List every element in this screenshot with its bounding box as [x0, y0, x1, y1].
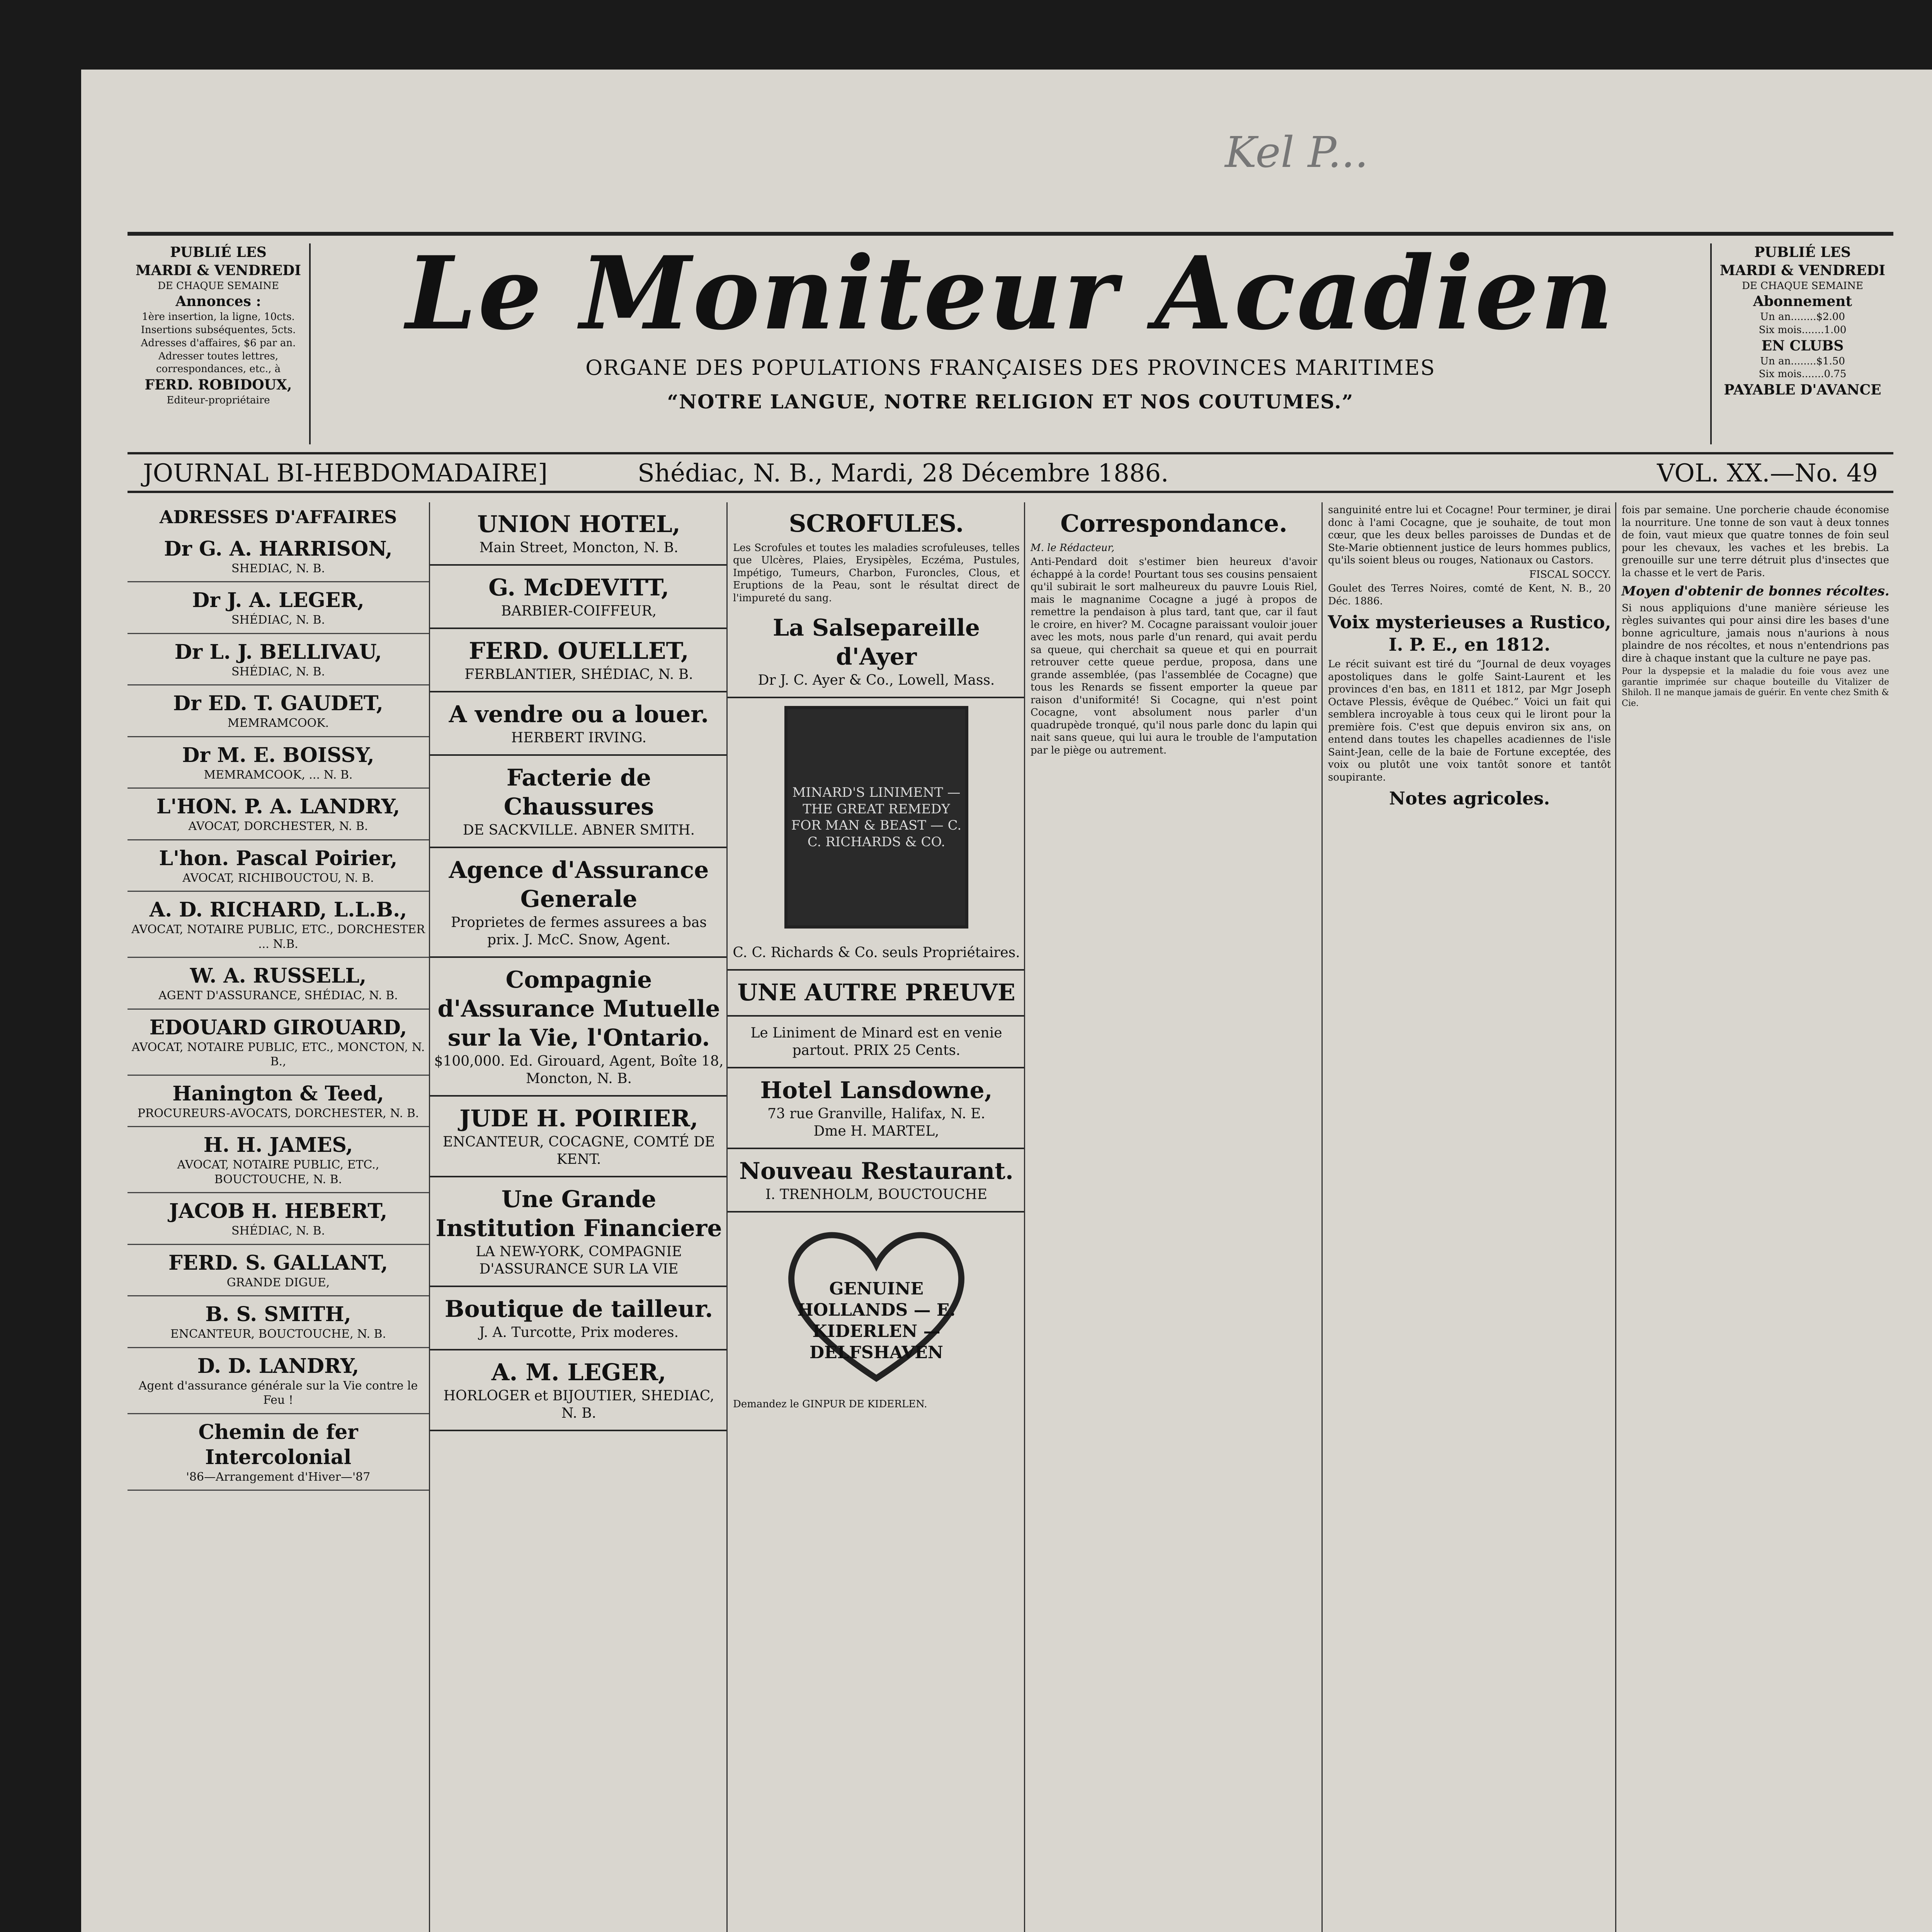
business-detail: MEMRAMCOOK, ... N. B.	[204, 768, 353, 782]
address-card	[128, 1245, 429, 1297]
advertisement	[430, 1287, 728, 1350]
box-line: Un an........$2.00	[1760, 311, 1845, 323]
liniment-emblem-image: MINARD'S LINIMENT — THE GREAT REMEDY FOR MAN & BEAST — C. C. RICHARDS & CO.	[784, 706, 968, 929]
box-line: PUBLIÉ LES	[1754, 244, 1851, 260]
autre-preuve-title: UNE AUTRE PREUVE	[737, 979, 1015, 1006]
autre-preuve-ad	[728, 971, 1025, 1017]
advertisement	[430, 756, 728, 848]
box-line: 1ère insertion, la ligne, 10cts.	[142, 311, 295, 323]
business-name: A. D. RICHARD, L.L.B.,	[149, 898, 407, 922]
correspondance-text: Anti-Pendard doit s'estimer bien heureux d'avoir échappé à la corde! Pourtant tous ses cousins pensaient qu'il subirait le sort malheureux du pauvre Louis Riel, mais le magnanime Cocagne a jugé à propos de remettre la pendaison à plus tard, tant que, car il faut le croire, en hiver? M. Cocagne paraissant vouloir jouer avec les mots, nous parle d'un renard, qui avait perdu sa queue, qui cherchait sa queue et qui en pourrait retrouver cette queue perdue, proposa, dans une grande assemblée, (pas l'assemblée de Cocagne) que tous les Renards se fissent emporter la queue par raison d'uniformité! Si Cocagne, qui n'est point Cocagne, vont absolument nous parler d'un quadrupède tronqué, qu'il nous parle donc du lapin qui nait sans queue, qui lui aura le trouble de l'amputation par le piège ou autrement.	[1031, 556, 1317, 756]
box-line: DE CHAQUE SEMAINE	[157, 280, 279, 292]
ad-title: Facterie de Chaussures	[503, 764, 654, 820]
business-detail: SHÉDIAC, N. B.	[231, 665, 325, 679]
advertisement-list	[430, 502, 728, 1431]
address-card	[128, 958, 429, 1010]
ad-detail: $100,000. Ed. Girouard, Agent, Boîte 18, Moncton, N. B.	[434, 1053, 724, 1087]
restaurant-owner: I. TRENHOLM, BOUCTOUCHE	[765, 1187, 988, 1202]
address-card	[128, 1414, 429, 1491]
column-remedies	[726, 502, 1025, 1932]
newspaper-page	[81, 70, 1932, 1932]
newspaper-subtitle: ORGANE DES POPULATIONS FRANÇAISES DES PROVINCES MARITIMES	[585, 355, 1435, 380]
box-line: Six mois.......0.75	[1759, 368, 1847, 380]
scrofules-heading: SCROFULES.	[789, 509, 964, 537]
ad-title: UNION HOTEL,	[477, 511, 680, 538]
address-card	[128, 1296, 429, 1348]
business-detail: SHEDIAC, N. B.	[231, 561, 325, 575]
address-card-list	[128, 531, 429, 1491]
box-line: DE CHAQUE SEMAINE	[1742, 280, 1864, 292]
notes-agricoles-heading: Notes agricoles.	[1389, 788, 1550, 809]
ad-title: Agence d'Assurance Generale	[449, 857, 709, 913]
column-business-addresses	[128, 502, 429, 1932]
hotel-title: Hotel Lansdowne,	[760, 1077, 993, 1104]
ayer-title: La Salsepareille d'Ayer	[772, 614, 980, 670]
business-detail: MEMRAMCOOK.	[227, 716, 329, 730]
box-line: PUBLIÉ LES	[170, 244, 267, 260]
business-name: Hanington & Teed,	[172, 1082, 384, 1105]
address-card	[128, 634, 429, 686]
kiderlen-text: Demandez le GINPUR DE KIDERLEN.	[733, 1398, 927, 1410]
hotel-owner: Dme H. MARTEL,	[813, 1123, 939, 1139]
dateline	[128, 456, 1893, 493]
business-name: Dr J. A. LEGER,	[192, 588, 364, 612]
salutation: M. le Rédacteur,	[1031, 542, 1115, 554]
address-card	[128, 1076, 429, 1128]
ayer-ad	[728, 606, 1025, 698]
address-card	[128, 1127, 429, 1193]
business-name: Chemin de fer Intercolonial	[198, 1420, 358, 1469]
advertisement	[430, 692, 728, 756]
advertisement	[430, 1177, 728, 1287]
subscription-box-right	[1710, 243, 1893, 444]
column-agricole	[1615, 502, 1895, 1932]
business-detail: Agent d'assurance générale sur la Vie contre le Feu !	[138, 1379, 418, 1407]
ad-detail: ENCANTEUR, COCAGNE, COMTÉ DE KENT.	[442, 1134, 715, 1167]
business-name: D. D. LANDRY,	[197, 1354, 359, 1378]
liniment-ad	[728, 1017, 1025, 1068]
voix-heading: Voix mysterieuses a Rustico, I. P. E., en 1812.	[1328, 612, 1611, 655]
correspondance-heading: Correspondance.	[1060, 509, 1287, 537]
business-detail: PROCUREURS-AVOCATS, DORCHESTER, N. B.	[137, 1106, 419, 1120]
vitalizer-notice: Pour la dyspepsie et la maladie du foie vous avez une garantie imprimée sur chaque bouteille du Vitalizer de Shiloh. Il ne manque jamais de guérir. En vente chez Smith & Cie.	[1622, 667, 1889, 708]
column-voix-mysterieuses	[1321, 502, 1616, 1932]
ad-title: Boutique de tailleur.	[444, 1296, 713, 1323]
newspaper-title: Le Moniteur Acadien	[406, 235, 1615, 352]
business-detail: SHÉDIAC, N. B.	[231, 1224, 325, 1238]
business-detail: AVOCAT, NOTAIRE PUBLIC, ETC., DORCHESTER ... N.B.	[131, 923, 425, 951]
ad-title: Compagnie d'Assurance Mutuelle sur la Vie, l'Ontario.	[437, 966, 720, 1051]
signature: FISCAL SOCCY.	[1529, 568, 1611, 580]
business-detail: AGENT D'ASSURANCE, SHÉDIAC, N. B.	[158, 989, 398, 1002]
ad-detail: Proprietes de fermes assurees a bas prix. J. McC. Snow, Agent.	[451, 915, 707, 948]
address-card	[128, 1348, 429, 1414]
issue-date: Shédiac, N. B., Mardi, 28 Décembre 1886.	[638, 459, 1169, 488]
ad-detail: HERBERT IRVING.	[511, 730, 647, 746]
business-name: H. H. JAMES,	[203, 1133, 353, 1157]
ad-title: A vendre ou a louer.	[449, 701, 709, 728]
ad-detail: J. A. Turcotte, Prix moderes.	[479, 1325, 679, 1340]
scrofules-text: Les Scrofules et toutes les maladies scrofuleuses, telles que Ulcères, Plaies, Erysipèles, Eczéma, Pustules, Impétigo, Tumeurs, Charbon, Furoncles, Clous, et Eruptions de la Peau, sont le résultat direct de l'impureté du sang.	[733, 542, 1020, 604]
kiderlen-heart-logo	[772, 1224, 981, 1386]
advertisement	[430, 502, 728, 566]
subscription-box-left	[128, 243, 311, 444]
business-name: L'HON. P. A. LANDRY,	[156, 795, 400, 818]
column-advertisements	[429, 502, 728, 1932]
richards-ad	[728, 936, 1025, 971]
column-correspondance	[1024, 502, 1323, 1932]
business-name: W. A. RUSSELL,	[190, 964, 367, 988]
business-name: FERD. S. GALLANT,	[168, 1251, 388, 1275]
advertisement	[430, 1097, 728, 1177]
column-heading: ADRESSES D'AFFAIRES	[159, 507, 397, 527]
address-card	[128, 1010, 429, 1076]
box-line: Six mois.......1.00	[1759, 324, 1847, 336]
address-card	[128, 531, 429, 583]
heart-label: GENUINE HOLLANDS — E. KIDERLEN — DELFSHAVEN	[797, 1279, 956, 1362]
recoltes-text: Si nous appliquions d'une manière sérieuse les règles suivantes qui pour ainsi dire les bases d'une bonne agriculture, jamais nous n'aurions à nous plaindre de nos récoltes, et nous n'entendrions pas dire à chaque instant que la culture ne paye pas.	[1622, 602, 1889, 664]
volume-number: VOL. XX.—No. 49	[1657, 459, 1878, 488]
box-line: FERD. ROBIDOUX,	[145, 377, 292, 393]
business-detail: AVOCAT, DORCHESTER, N. B.	[188, 820, 368, 833]
address-card	[128, 840, 429, 892]
box-line: MARDI & VENDREDI	[135, 262, 301, 279]
hotel-address: 73 rue Granville, Halifax, N. E.	[767, 1106, 985, 1122]
address-card	[128, 685, 429, 737]
box-line: Abonnement	[1753, 293, 1852, 310]
handwritten-note: Kel P...	[1225, 128, 1369, 177]
business-detail: SHÉDIAC, N. B.	[231, 613, 325, 627]
ayer-company: Dr J. C. Ayer & Co., Lowell, Mass.	[758, 672, 995, 688]
newspaper-motto: “NOTRE LANGUE, NOTRE RELIGION ET NOS COUTUMES.”	[667, 390, 1354, 413]
box-line: PAYABLE D'AVANCE	[1724, 382, 1881, 398]
ad-detail: DE SACKVILLE. ABNER SMITH.	[463, 822, 695, 838]
ad-detail: HORLOGER et BIJOUTIER, SHEDIAC, N. B.	[443, 1388, 714, 1421]
business-detail: AVOCAT, NOTAIRE PUBLIC, ETC., MONCTON, N. B.,	[131, 1040, 425, 1068]
address-card	[128, 1193, 429, 1245]
business-name: Dr ED. T. GAUDET,	[173, 692, 383, 715]
business-name: JACOB H. HEBERT,	[169, 1199, 388, 1223]
signature-place: Goulet des Terres Noires, comté de Kent, N. B., 20 Déc. 1886.	[1328, 583, 1611, 607]
box-line: MARDI & VENDREDI	[1719, 262, 1886, 279]
continuation-text: sanguinité entre lui et Cocagne! Pour terminer, je dirai donc à l'ami Cocagne, que je souhaite, de tout mon cœur, que les deux belles paroisses de Dundas et de Ste-Marie obtiennent justice de leurs hommes publics, qu'ils soient bleus ou rouges, Nationaux ou Castors.	[1328, 504, 1611, 566]
box-line: Adresses d'affaires, $6 par an.	[141, 337, 296, 349]
business-name: EDOUARD GIROUARD,	[149, 1015, 407, 1039]
journal-type: JOURNAL BI-HEBDOMADAIRE]	[143, 459, 548, 488]
business-name: Dr M. E. BOISSY,	[182, 743, 374, 767]
hotel-lansdowne-ad	[728, 1068, 1025, 1149]
advertisement	[430, 958, 728, 1097]
ad-detail: FERBLANTIER, SHÉDIAC, N. B.	[464, 667, 693, 682]
agricole-text: fois par semaine. Une porcherie chaude économise la nourriture. Une tonne de son vaut à deux tonnes de foin, vaut mieux que quatre tonnes de foin seul pour les chevaux, les vaches et les brebis. La grenouille sur une terre détruit plus d'insectes que la chasse et le vert de Paris.	[1622, 504, 1889, 579]
business-name: Dr L. J. BELLIVAU,	[174, 640, 382, 664]
address-card	[128, 892, 429, 958]
advertisement	[430, 1350, 728, 1431]
ad-title: A. M. LEGER,	[491, 1359, 667, 1386]
business-detail: GRANDE DIGUE,	[226, 1276, 330, 1289]
advertisement	[430, 629, 728, 692]
business-detail: ENCANTEUR, BOUCTOUCHE, N. B.	[170, 1327, 386, 1341]
business-name: L'hon. Pascal Poirier,	[159, 846, 398, 870]
business-name: B. S. SMITH,	[205, 1303, 351, 1326]
box-line: Annonces :	[175, 293, 261, 310]
voix-text: Le récit suivant est tiré du “Journal de deux voyages apostoliques dans le golfe Saint-Laurent et les provinces d'en bas, en 1811 et 1812, par Mgr Joseph Octave Plessis, évêque de Québec.” Voici un fait qui semblera incroyable à tous ceux qui le liront pour la première fois. C'est que depuis environ six ans, on entend dans toutes les chapelles acadiennes de l'isle Saint-Jean, celle de la baie de Fortune exceptée, des voix ou plutôt une voix tantôt sonore et tantôt soupirante.	[1328, 658, 1611, 783]
address-card	[128, 789, 429, 840]
box-line: Un an........$1.50	[1760, 355, 1845, 367]
richards-text: C. C. Richards & Co. seuls Propriétaires.	[733, 945, 1020, 961]
business-detail: AVOCAT, RICHIBOUCTOU, N. B.	[182, 871, 374, 885]
recoltes-heading: Moyen d'obtenir de bonnes récoltes.	[1621, 583, 1889, 599]
ad-title: FERD. OUELLET,	[469, 638, 689, 665]
ad-detail: LA NEW-YORK, COMPAGNIE D'ASSURANCE SUR LA VIE	[476, 1244, 682, 1277]
ad-detail: Main Street, Moncton, N. B.	[479, 540, 679, 556]
address-card	[128, 737, 429, 789]
box-line: Insertions subséquentes, 5cts.	[141, 324, 296, 336]
ad-detail: BARBIER-COIFFEUR,	[501, 603, 657, 619]
restaurant-title: Nouveau Restaurant.	[739, 1158, 1014, 1185]
address-card	[128, 582, 429, 634]
ad-title: Une Grande Institution Financiere	[435, 1186, 722, 1242]
business-detail: '86—Arrangement d'Hiver—'87	[186, 1470, 371, 1484]
advertisement	[430, 848, 728, 958]
box-line: Adresser toutes lettres, correspondances, etc., à	[156, 350, 281, 375]
ad-title: G. McDEVITT,	[488, 574, 669, 601]
advertisement	[430, 566, 728, 629]
restaurant-ad	[728, 1149, 1025, 1213]
box-line: Editeur-propriétaire	[167, 394, 270, 406]
business-name: Dr G. A. HARRISON,	[164, 537, 393, 561]
ad-title: JUDE H. POIRIER,	[459, 1105, 698, 1132]
masthead	[128, 232, 1893, 454]
business-detail: AVOCAT, NOTAIRE PUBLIC, ETC., BOUCTOUCHE, N. B.	[177, 1158, 379, 1186]
box-line: EN CLUBS	[1761, 337, 1844, 354]
liniment-text: Le Liniment de Minard est en venie partout. PRIX 25 Cents.	[750, 1025, 1002, 1058]
